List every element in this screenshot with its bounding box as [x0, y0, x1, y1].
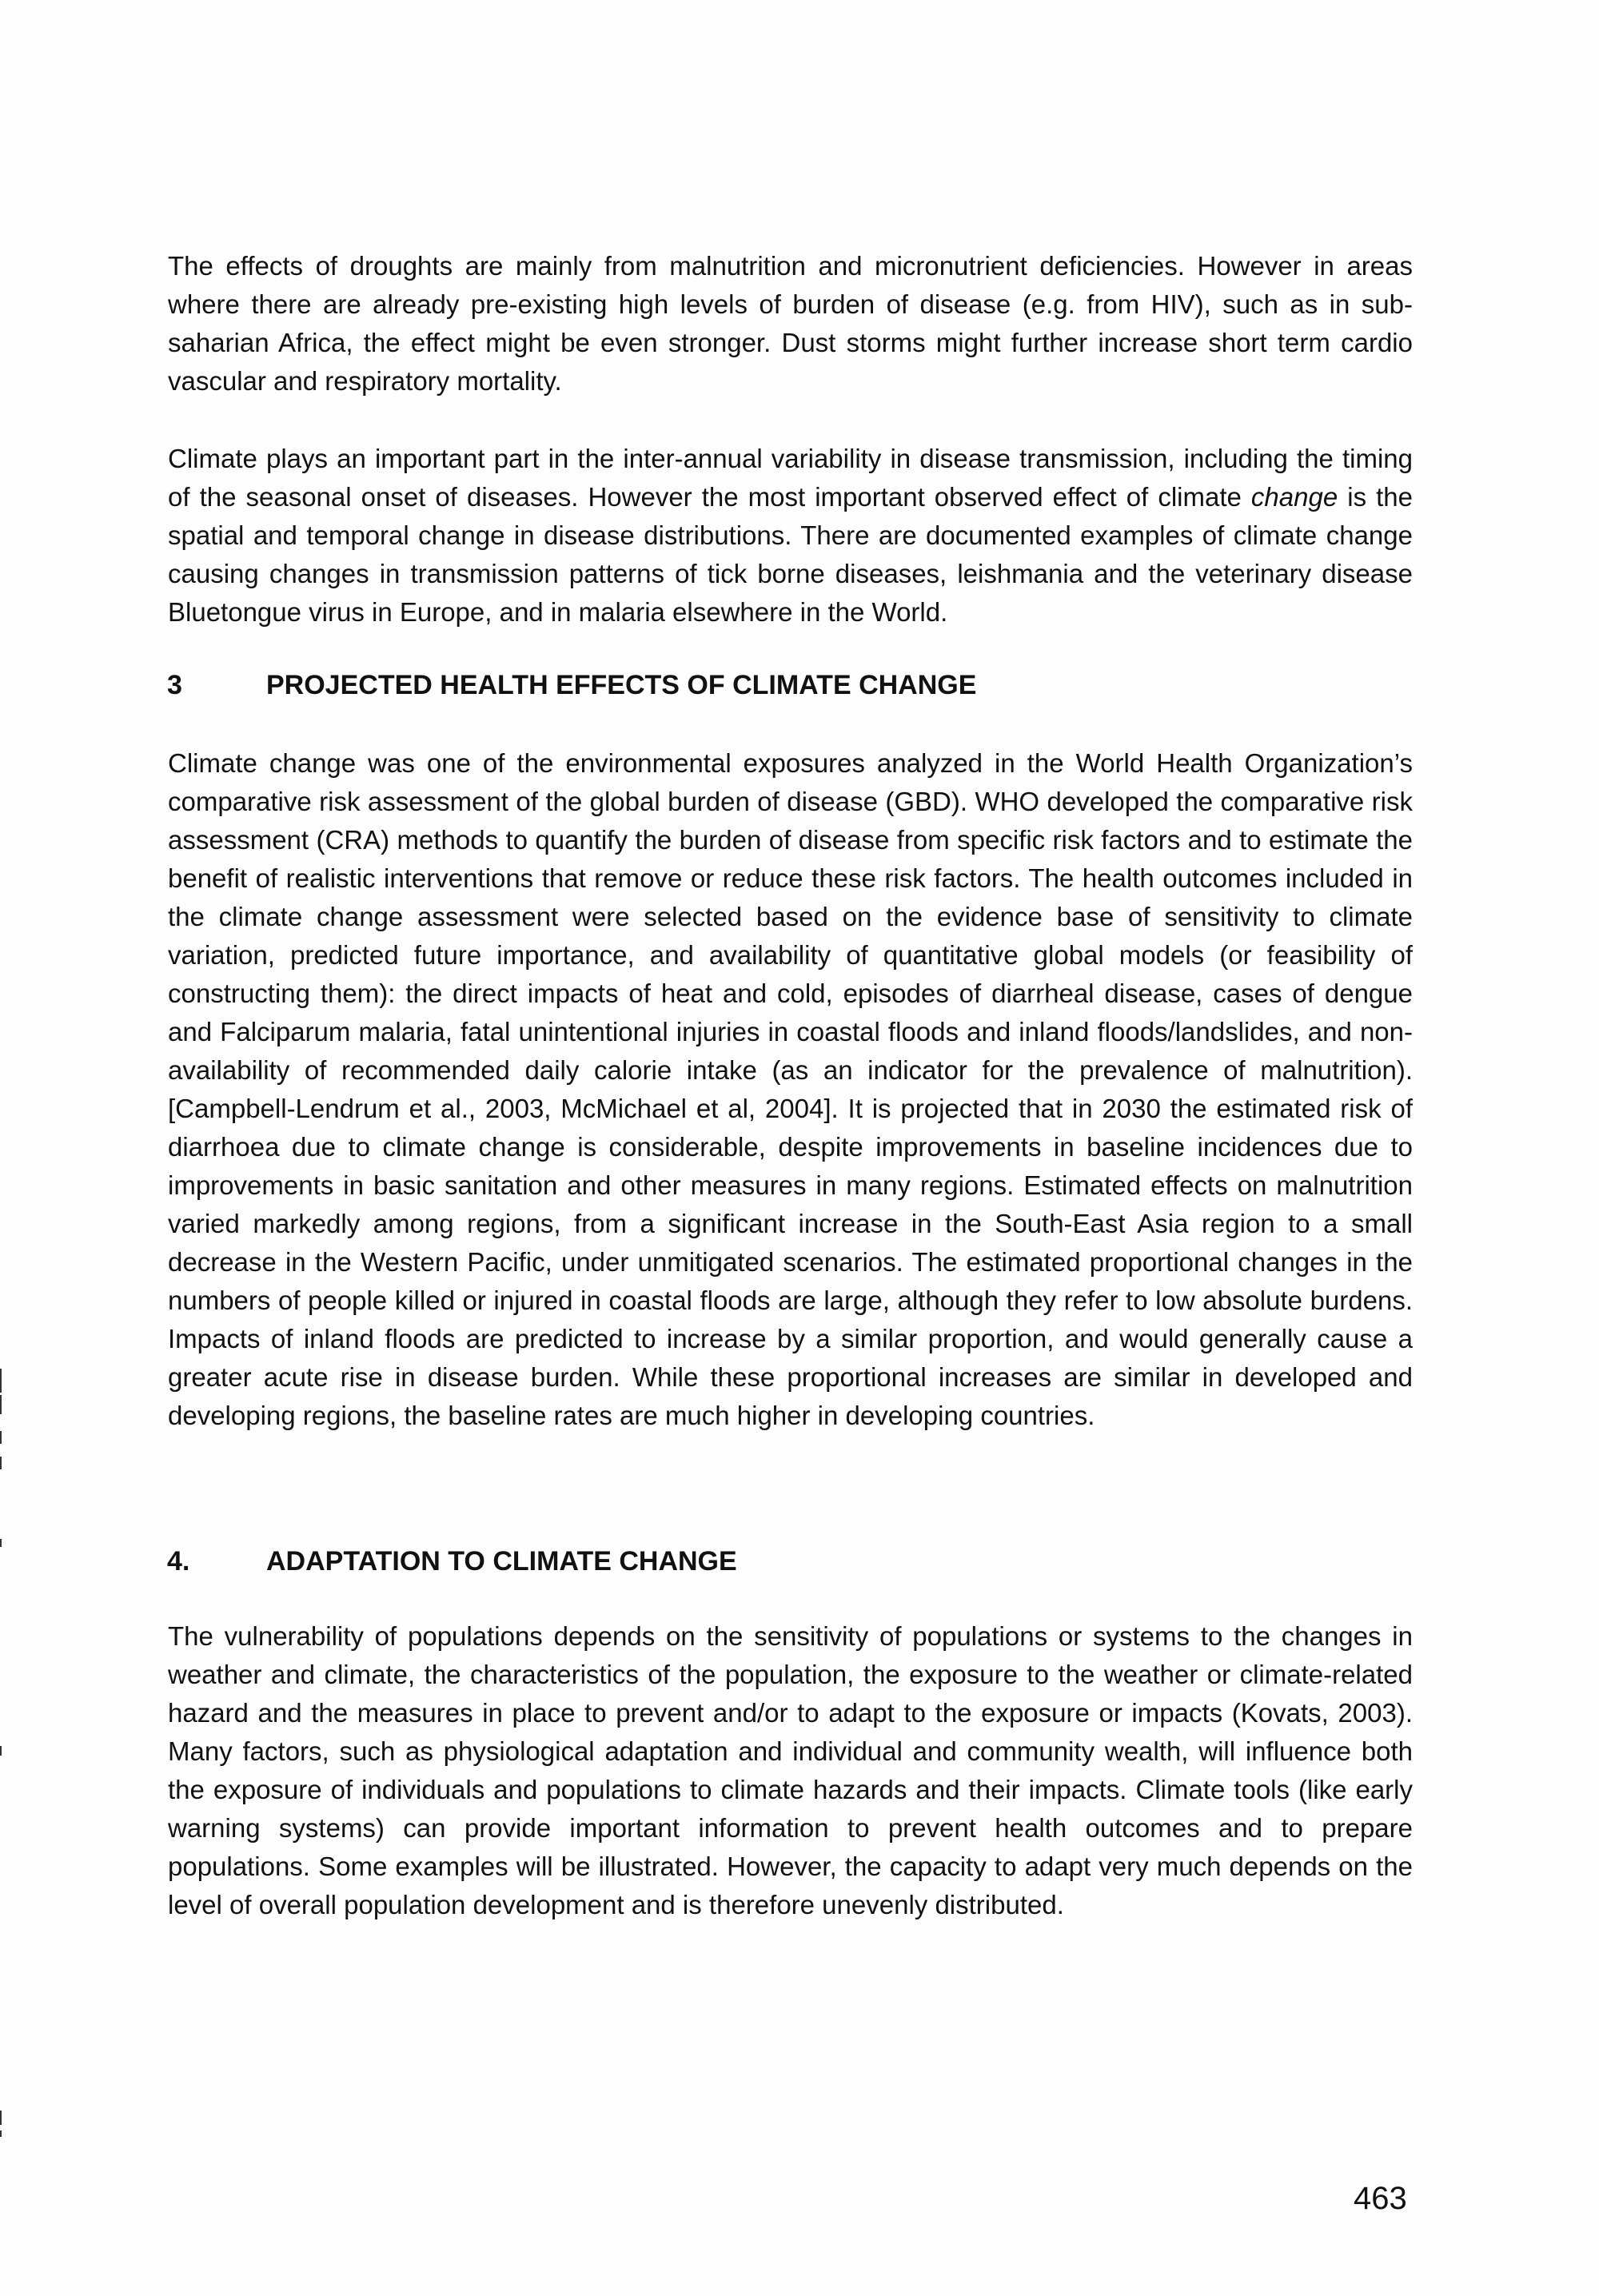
scan-mark	[0, 2111, 2, 2125]
page-number: 463	[1354, 2181, 1407, 2216]
italic-emphasis: change	[1250, 482, 1338, 512]
scan-mark	[0, 1369, 2, 1393]
paragraph-climate-variability	[168, 440, 1413, 632]
section-title: ADAPTATION TO CLIMATE CHANGE	[266, 1546, 737, 1577]
scan-mark	[0, 1395, 2, 1414]
paragraph-droughts: The effects of droughts are mainly from malnutrition and micronutrient deficiencies. However in areas where there are already pre-existing high levels of burden of disease (e.g. from HIV), such as in sub-saharian Africa, the effect might be even stronger. Dust storms might further increase short term cardio vascular and respiratory mortality.	[168, 251, 1413, 396]
scan-mark	[0, 1746, 2, 1756]
paragraph-text-before-italic: Climate plays an important part in the inter-annual variability in disease transmission, including the timing of the seasonal onset of diseases. However the most important observed effect of climate	[168, 444, 1413, 512]
scan-mark	[0, 2131, 2, 2137]
scan-mark	[0, 1539, 2, 1547]
scan-mark	[0, 1457, 2, 1469]
paragraph-adaptation: The vulnerability of populations depends on the sensitivity of populations or systems to the changes in weather and climate, the characteristics of the population, the exposure to the weather or climate-related hazard and the measures in place to prevent and/or to adapt to the exposure or impacts (Kovats, 2003). Many factors, such as physiological adaptation and individual and community wealth, will influence both the exposure of individuals and populations to climate hazards and their impacts. Climate tools (like early warning systems) can provide important information to prevent health outcomes and to prepare populations. Some examples will be illustrated. However, the capacity to adapt very much depends on the level of overall population development and is therefore unevenly distributed.	[168, 1621, 1413, 1919]
paragraph-text-after-italic: is the spatial and temporal change in disease distributions. There are documented examples of climate change causing changes in transmission patterns of tick borne diseases, leishmania and the veterinary disease Bluetongue virus in Europe, and in malaria elsewhere in the World.	[168, 482, 1413, 627]
paragraph-projected-effects: Climate change was one of the environmental exposures analyzed in the World Health Organization’s comparative risk assessment of the global burden of disease (GBD). WHO developed the comparative risk assessment (CRA) methods to quantify the burden of disease from specific risk factors and to estimate the benefit of realistic interventions that remove or reduce these risk factors. The health outcomes included in the climate change assessment were selected based on the evidence base of sensitivity to climate variation, predicted future importance, and availability of quantitative global models (or feasibility of constructing them): the direct impacts of heat and cold, episodes of diarrheal disease, cases of dengue and Falciparum malaria, fatal unintentional injuries in coastal floods and inland floods/landslides, and non-availability of recommended daily calorie intake (as an indicator for the prevalence of malnutrition). [Campbell-Lendrum et al., 2003, McMichael et al, 2004]. It is projected that in 2030 the estimated risk of diarrhoea due to climate change is considerable, despite improvements in baseline incidences due to improvements in basic sanitation and other measures in many regions. Estimated effects on malnutrition varied markedly among regions, from a significant increase in the South-East Asia region to a small decrease in the Western Pacific, under unmitigated scenarios. The estimated proportional changes in the numbers of people killed or injured in coastal floods are large, although they refer to low absolute burdens. Impacts of inland floods are predicted to increase by a similar proportion, and would generally cause a greater acute rise in disease burden. While these proportional increases are similar in developed and developing regions, the baseline rates are much higher in developing countries.	[168, 748, 1413, 1430]
section-number: 3	[167, 670, 182, 700]
scan-mark	[0, 1431, 2, 1444]
section-title: PROJECTED HEALTH EFFECTS OF CLIMATE CHANGE	[266, 670, 977, 700]
section-number: 4.	[167, 1546, 190, 1577]
